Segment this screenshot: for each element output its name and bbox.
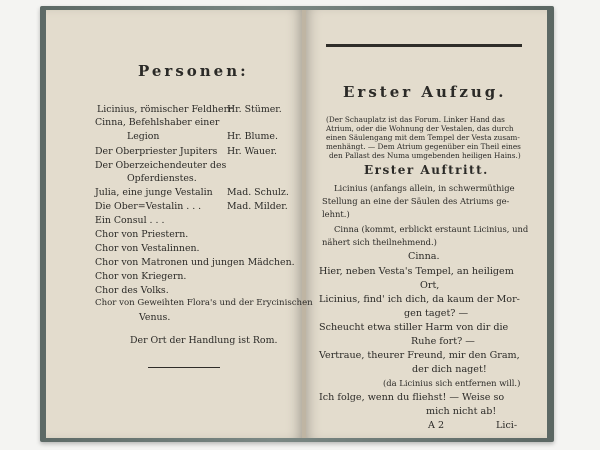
dialogue-line: Ich folge, wenn du fliehst! — Weise so <box>319 392 505 403</box>
dialogue-line: Ort, <box>420 280 440 291</box>
licinius-direction-line: Licinius (anfangs allein, in schwermüthige <box>334 183 515 193</box>
book-gutter <box>302 10 306 438</box>
dialogue-line: Licinius, find' ich dich, da kaum der Mor- <box>319 294 520 305</box>
cast-role: Der Oberzeichendeuter des <box>95 160 227 171</box>
stage-direction-line: den Pallast des Numa umgebenden heiligen Hains.) <box>329 151 521 160</box>
cinna-direction-line: Cinna (kommt, erblickt erstaunt Licinius, und <box>334 224 529 234</box>
cast-role: Chor von Priestern. <box>95 229 189 240</box>
cast-role: Chor des Volks. <box>95 285 169 296</box>
cast-actor: Hr. Blume. <box>227 131 278 142</box>
cast-role: Venus. <box>139 312 171 323</box>
cast-role: Ein Consul . . . <box>95 215 165 226</box>
cinna-direction-line: nähert sich theilnehmend.) <box>322 237 437 247</box>
speaker-name: Cinna. <box>408 251 440 262</box>
cast-actor: Hr. Stümer. <box>227 104 282 115</box>
dialogue-line: Hier, neben Vesta's Tempel, an heiligem <box>319 266 514 277</box>
cast-role: Licinius, römischer Feldherr <box>97 104 233 115</box>
licinius-direction-line: lehnt.) <box>322 209 350 219</box>
cast-role: Chor von Matronen und jungen Mädchen. <box>95 257 295 268</box>
cast-role: Opferdienstes. <box>127 173 197 184</box>
act-title: Erster Aufzug. <box>343 83 507 101</box>
dialogue-line: Ruhe fort? — <box>411 336 475 347</box>
dialogue-line: der dich naget! <box>412 364 487 375</box>
stage-direction-line: Atrium, oder die Wohnung der Vestalen, das durch <box>326 124 514 133</box>
cast-actor: Hr. Wauer. <box>227 146 278 157</box>
stage-direction-line: menhängt. — Dem Atrium gegenüber ein Theil eines <box>326 142 521 151</box>
cast-heading: Personen: <box>138 62 249 80</box>
closing-rule <box>148 367 220 368</box>
cast-role: Chor von Geweihten Flora's und der Erycinischen <box>95 298 313 308</box>
cast-role: Cinna, Befehlshaber einer <box>95 117 220 128</box>
dialogue-stage-direction: (da Licinius sich entfernen will.) <box>383 378 521 388</box>
cast-role: Chor von Vestalinnen. <box>95 243 200 254</box>
stage-direction-line: einen Säulengang mit dem Tempel der Vesta zusam- <box>326 133 520 142</box>
catchword: Lici- <box>496 420 518 431</box>
scene-title: Erster Auftritt. <box>364 163 489 177</box>
signature-mark: A 2 <box>428 420 445 431</box>
cast-actor: Mad. Schulz. <box>227 187 289 198</box>
cast-actor: Mad. Milder. <box>227 201 288 212</box>
dialogue-line: Scheucht etwa stiller Harm von dir die <box>319 322 509 333</box>
place-of-action: Der Ort der Handlung ist Rom. <box>130 335 278 346</box>
cast-role: Der Oberpriester Jupiters <box>95 146 218 157</box>
cast-role: Julia, eine junge Vestalin <box>95 187 213 198</box>
dialogue-line: mich nicht ab! <box>426 406 497 417</box>
dialogue-line: Vertraue, theurer Freund, mir den Gram, <box>319 350 520 361</box>
top-rule <box>326 44 522 47</box>
dialogue-line: gen taget? — <box>404 308 469 319</box>
cast-role: Chor von Kriegern. <box>95 271 187 282</box>
cast-role: Legion <box>127 131 160 142</box>
cast-role: Die Ober=Vestalin . . . <box>95 201 202 212</box>
licinius-direction-line: Stellung an eine der Säulen des Atriums ge- <box>322 196 510 206</box>
stage-direction-line: (Der Schauplatz ist das Forum. Linker Hand das <box>326 115 505 124</box>
